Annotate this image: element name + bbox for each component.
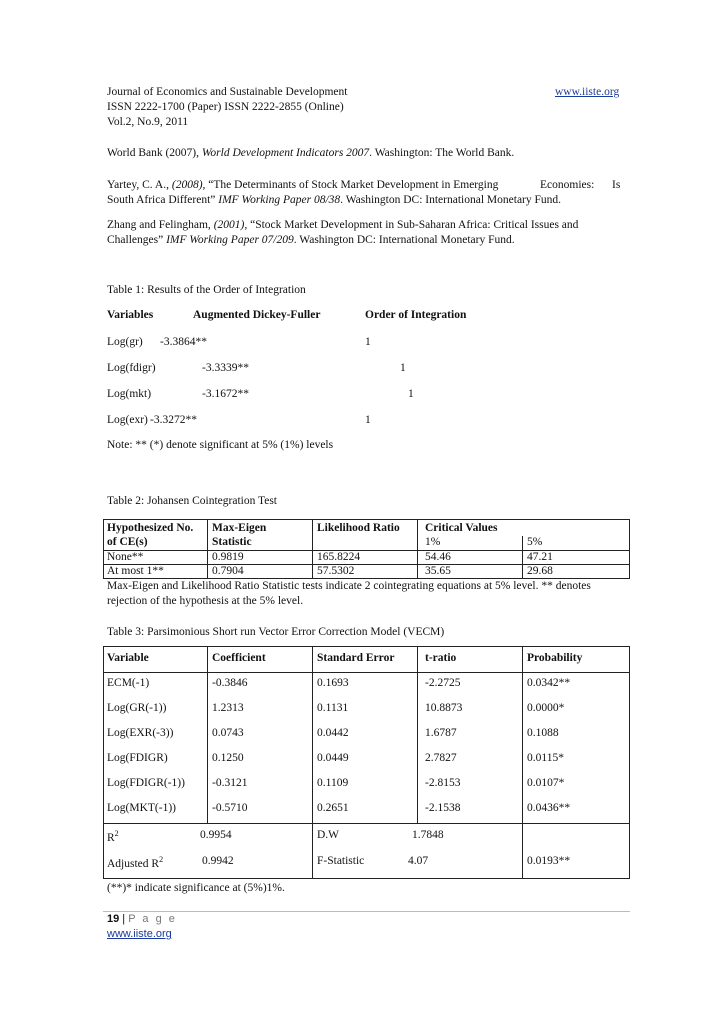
table3-cell: 0.0449 [317,752,349,764]
f-statistic-value: 4.07 [408,855,429,867]
footer-website-link[interactable]: www.iiste.org [107,928,172,940]
table1-header-variables: Variables [107,309,154,321]
adjusted-r-squared-value: 0.9942 [202,855,234,867]
table1-header-adf: Augmented Dickey-Fuller [193,309,321,321]
footer-rule [103,911,630,912]
table3-cell: 1.2313 [212,702,244,714]
r-squared-value: 0.9954 [200,829,232,841]
table3-cell: 0.1250 [212,752,244,764]
f-statistic-prob: 0.0193** [527,855,571,867]
table3-caption: Table 3: Parsimonious Short run Vector Error Correction Model (VECM) [107,626,445,638]
table3-cell: Log(FDIGR) [107,752,168,764]
table3-cell: 0.0107* [527,777,565,789]
reference-yartey-word: Economies: [540,179,595,191]
adjusted-r-squared-label: Adjusted $R^2$ [107,855,164,870]
table2-note: Max-Eigen and Likelihood Ratio Statistic tests indicate 2 cointegrating equations at 5% level. ** denotes [107,580,591,592]
table3-cell: 1.6787 [425,727,457,739]
table1-note: Note: ** (*) denote significant at 5% (1%) levels [107,439,334,451]
table3-cell: 0.0000* [527,702,565,714]
table2-header: 1% [425,536,441,548]
table3-cell: 0.0743 [212,727,244,739]
table3-note: (**)* indicate significance at (5%)1%. [107,882,285,894]
table1-cell-var: Log(exr) [107,414,148,426]
table3-cell: Log(GR(-1)) [107,702,167,714]
table2-cell: 47.21 [527,551,553,563]
reference-yartey-line2: South Africa Different” IMF Working Paper 08/38. Washington DC: International Monetary Fund. [107,194,562,206]
table2-header: 5% [527,536,543,548]
page-number: 19 | P a g e [107,913,177,925]
table3-cell: -0.3121 [212,777,248,789]
table2-cell: 54.46 [425,551,451,563]
dw-value: 1.7848 [412,829,444,841]
reference-zhang-line1: Zhang and Felingham, (2001), “Stock Market Development in Sub-Saharan Africa: Critical Issues and [107,219,579,231]
table2-header: Likelihood Ratio [317,522,400,534]
table3-cell: ECM(-1) [107,677,150,689]
table1-cell-order: 1 [365,414,371,426]
table1-cell-adf: -3.1672** [202,388,249,400]
table3-cell: -2.2725 [425,677,461,689]
table2-cell: 35.65 [425,565,451,577]
table3-cell: 10.8873 [425,702,463,714]
journal-title: Journal of Economics and Sustainable Development [107,86,348,98]
table3-cell: -0.5710 [212,802,248,814]
reference-yartey-line1: Yartey, C. A., (2008), “The Determinants of Stock Market Development in Emerging [107,179,499,191]
table3-header: Variable [107,652,149,664]
reference-world-bank: World Bank (2007), World Development Indicators 2007. Washington: The World Bank. [107,147,515,159]
table3-cell: 0.0436** [527,802,571,814]
f-statistic-label: F-Statistic [317,855,365,867]
table3-cell: 2.7827 [425,752,457,764]
table3-cell: -2.8153 [425,777,461,789]
table2-header: Max-Eigen [212,522,267,534]
reference-zhang-line2: Challenges” IMF Working Paper 07/209. Washington DC: International Monetary Fund. [107,234,515,246]
table2-cell: 0.7904 [212,565,244,577]
table3-header: Standard Error [317,652,395,664]
table2-header: Hypothesized No. [107,522,194,534]
table1-header-order: Order of Integration [365,309,467,321]
table3-cell: 0.0442 [317,727,349,739]
header-website-link[interactable]: www.iiste.org [555,86,620,98]
table3-header: t-ratio [425,652,457,664]
table2-cell: None** [107,551,144,563]
table3-cell: 0.2651 [317,802,349,814]
table3-header: Coefficient [212,652,266,664]
table1-cell-order: 1 [400,362,406,374]
reference-yartey-word: Is [612,179,621,191]
table3-cell: -2.1538 [425,802,461,814]
table1-cell-var: Log(gr) [107,336,143,348]
table2-cell: 29.68 [527,565,553,577]
issn-line: ISSN 2222-1700 (Paper) ISSN 2222-2855 (Online) [107,101,344,113]
table1-caption: Table 1: Results of the Order of Integration [107,284,306,296]
table2-cell: At most 1** [107,565,164,577]
table2-cell: 0.9819 [212,551,244,563]
table3-cell: Log(FDIGR(-1)) [107,777,185,789]
table3-cell: 0.1088 [527,727,559,739]
table3-cell: -0.3846 [212,677,248,689]
table3-cell: Log(MKT(-1)) [107,802,176,814]
table3-cell: Log(EXR(-3)) [107,727,174,739]
table2-caption: Table 2: Johansen Cointegration Test [107,495,278,507]
table2-note: rejection of the hypothesis at the 5% level. [107,595,304,607]
table3-cell: 0.1109 [317,777,349,789]
r-squared-label: $R^2$ [107,829,119,844]
table2-header: Critical Values [425,522,498,534]
table1-cell-order: 1 [365,336,371,348]
table2-header: of CE(s) [107,536,148,548]
volume-line: Vol.2, No.9, 2011 [107,116,189,128]
dw-label: D.W [317,829,340,841]
table1-cell-order: 1 [408,388,414,400]
table1-cell-var: Log(fdigr) [107,362,156,374]
table3-cell: 0.0115* [527,752,564,764]
table2-cell: 165.8224 [317,551,361,563]
table1-cell-var: Log(mkt) [107,388,152,400]
table3-cell: 0.0342** [527,677,571,689]
table1-cell-adf: -3.3864** [160,336,207,348]
table3-cell: 0.1131 [317,702,349,714]
table2-header: Statistic [212,536,252,548]
table3-header: Probability [527,652,583,664]
table3-cell: 0.1693 [317,677,349,689]
table1-cell-adf: -3.3272** [150,414,197,426]
table2-cell: 57.5302 [317,565,355,577]
table1-cell-adf: -3.3339** [202,362,249,374]
